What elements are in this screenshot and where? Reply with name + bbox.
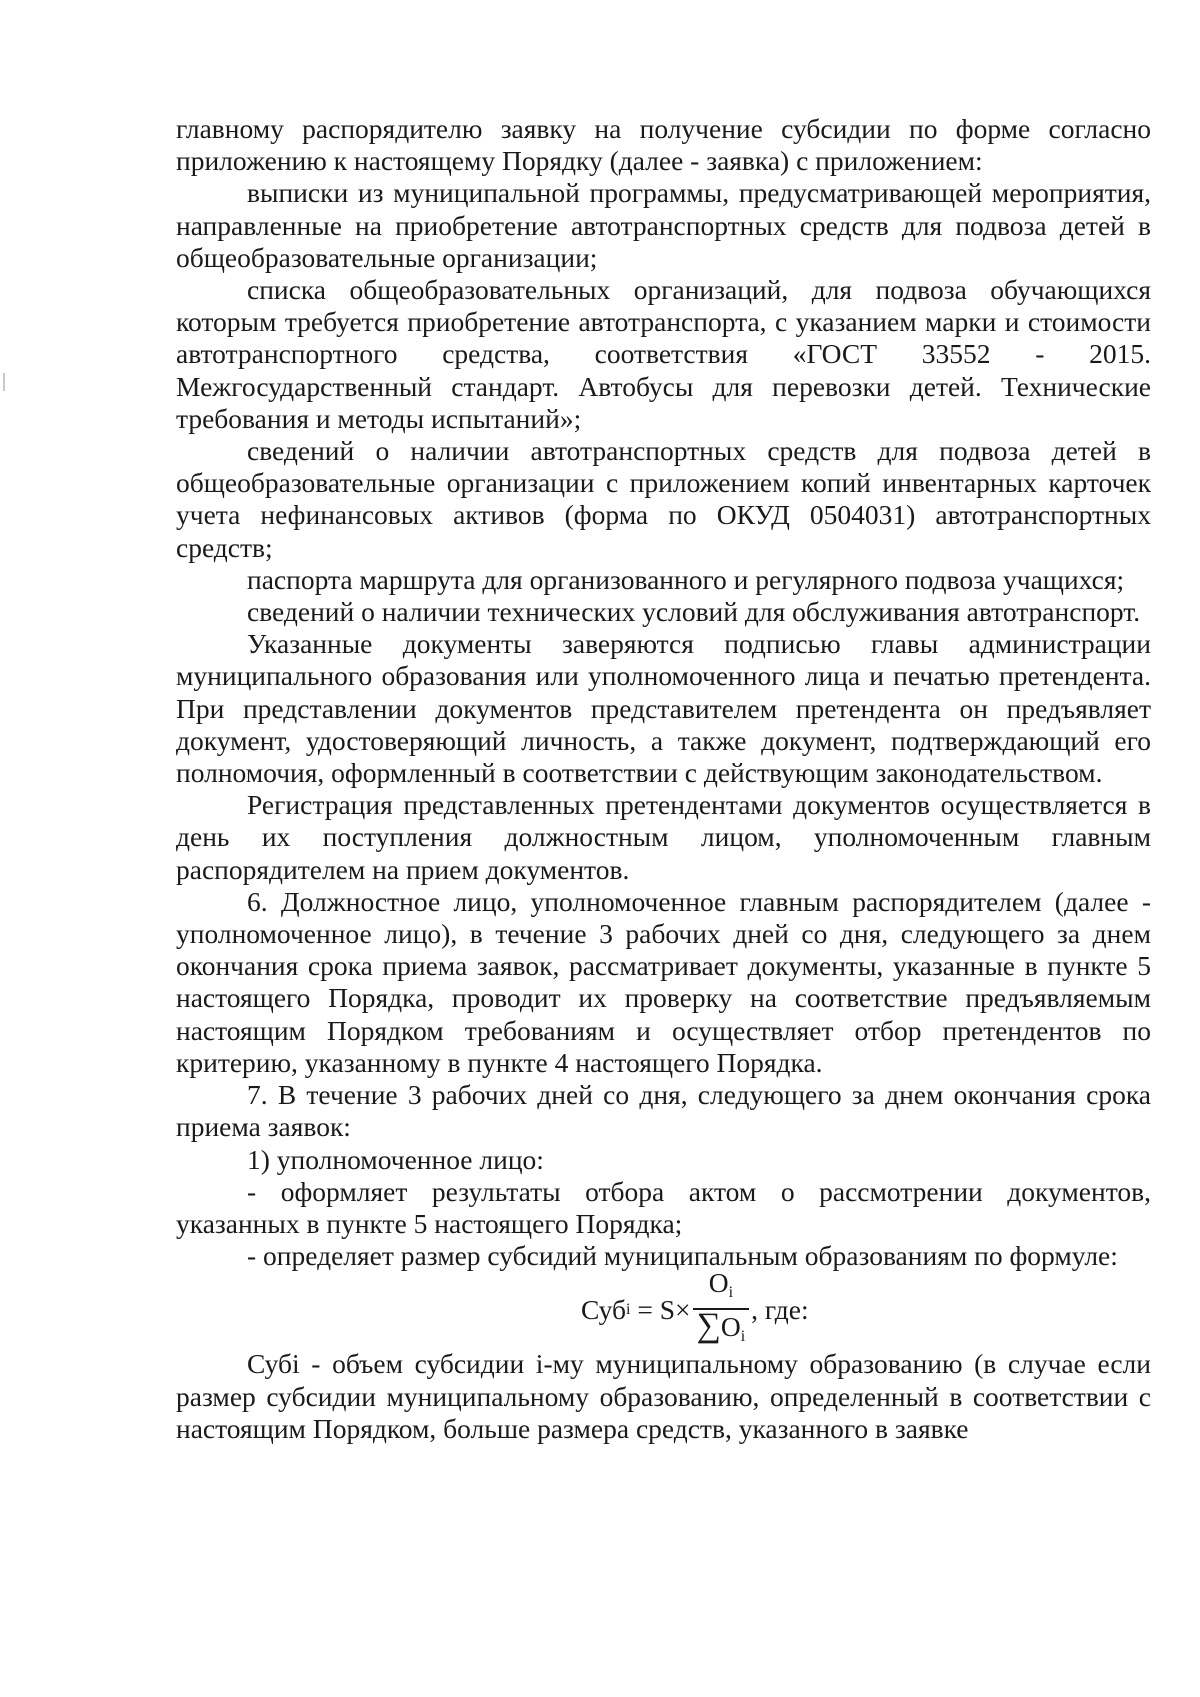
formula-lhs-subscript: i [626, 1301, 631, 1319]
paragraph-p1: главному распорядителю заявку на получение субсидии по форме согласно приложению к настоящему Порядку (далее - заявка) с приложением: [176, 113, 1151, 177]
paragraph-p6: сведений о наличии технических условий для обслуживания автотранспорт. [247, 596, 1141, 628]
paragraph-p9: 6. Должностное лицо, уполномоченное главным распорядителем (далее - уполномоченное лицо), в течение 3 рабочих дней со дня, следующего за днем окончания срока приема заявок, рассматривает документы, указанные в пункте 5 настоящего Порядка, проводит их проверку на соответствие предъявляемым настоящим Порядком требованиям и осуществляет отбор претендентов по критерию, указанному в пункте 4 настоящего Порядка. [176, 885, 1151, 1078]
formula-denominator: $\sum O_i$ [696, 1306, 746, 1345]
document-body [176, 113, 1151, 1445]
formula-lhs: Суб [581, 1294, 627, 1326]
sigma-icon: ∑ [696, 1306, 721, 1344]
paragraph-p14: Субi - объем субсидии i-му муниципальному образованию (в случае если размер субсидии муниципальному образованию, определенный в соответствии с настоящим Порядком, больше размера средств, указанного в заявке [176, 1348, 1151, 1444]
paragraph-p12: - оформляет результаты отбора актом о рассмотрении документов, указанных в пункте 5 настоящего Порядка; [176, 1175, 1151, 1239]
paragraph-p10: 7. В течение 3 рабочих дней со дня, следующего за днем окончания срока приема заявок: [176, 1079, 1151, 1143]
subsidy-formula [176, 1266, 1151, 1348]
paragraph-p8: Регистрация представленных претендентами документов осуществляется в день их поступления должностным лицом, уполномоченным главным распорядителем на прием документов. [176, 789, 1151, 885]
paragraph-p13: - определяет размер субсидий муниципальным образованиям по формуле: [247, 1240, 1118, 1272]
formula-equals: = S× [630, 1294, 691, 1326]
paragraph-p5: паспорта маршрута для организованного и регулярного подвоза учащихся; [247, 563, 1125, 595]
scan-artifact [3, 373, 5, 391]
formula-numerator: $O_i$ [708, 1266, 734, 1301]
paragraph-p2: выписки из муниципальной программы, предусматривающей мероприятия, направленные на приобретение автотранспортных средств для подвоза детей в общеобразовательные организации; [176, 177, 1151, 273]
formula-fraction [693, 1268, 750, 1353]
paragraph-p7: Указанные документы заверяются подписью главы администрации муниципального образования или уполномоченного лица и печатью претендента. При представлении документов представителем претендента он предъявляет документ, удостоверяющий личность, а также документ, подтверждающий его полномочия, оформленный в соответствии с действующим законодательством. [176, 628, 1151, 789]
formula-tail: , где: [751, 1294, 809, 1326]
paragraph-p4: сведений о наличии автотранспортных средств для подвоза детей в общеобразовательные организации с приложением копий инвентарных карточек учета нефинансовых активов (форма по ОКУД 0504031) автотранспортных средств; [176, 435, 1151, 563]
paragraph-p11: 1) уполномоченное лицо: [247, 1143, 544, 1175]
paragraph-p3: списка общеобразовательных организаций, для подвоза обучающихся которым требуется приобретение автотранспорта, с указанием марки и стоимости автотранспортного средства, соответствия «ГОСТ 33552 - 2015. Межгосударственный стандарт. Автобусы для перевозки детей. Технические требования и методы испытаний»; [176, 274, 1151, 434]
